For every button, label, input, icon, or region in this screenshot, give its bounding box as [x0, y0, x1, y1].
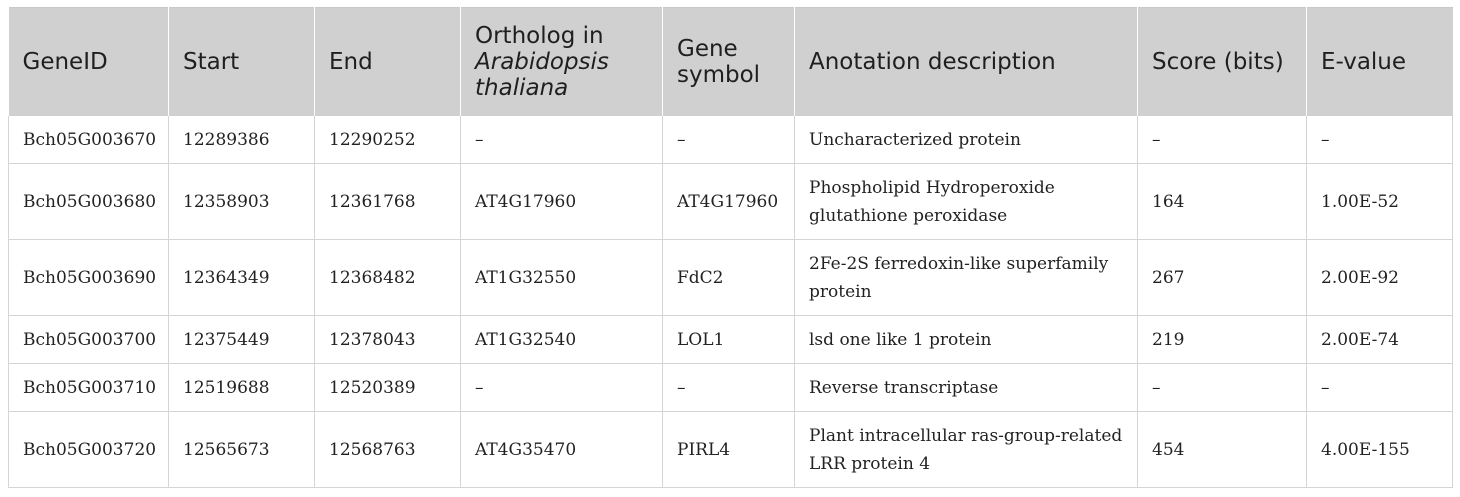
cell-score: 164 [1138, 164, 1307, 240]
cell-start: 12565673 [169, 412, 315, 488]
cell-evalue: – [1307, 116, 1453, 164]
cell-score: 267 [1138, 240, 1307, 316]
cell-end: 12378043 [315, 316, 461, 364]
header-row [9, 8, 1453, 117]
header-gene-id: GeneID [9, 8, 169, 117]
cell-gene-id: Bch05G003670 [9, 116, 169, 164]
cell-end: 12361768 [315, 164, 461, 240]
header-evalue: E-value [1307, 8, 1453, 117]
cell-ortholog: – [461, 116, 663, 164]
cell-symbol: – [663, 116, 795, 164]
cell-score: 454 [1138, 412, 1307, 488]
cell-ortholog: AT1G32550 [461, 240, 663, 316]
cell-end: 12520389 [315, 364, 461, 412]
cell-gene-id: Bch05G003710 [9, 364, 169, 412]
header-annotation: Anotation description [795, 8, 1138, 117]
cell-evalue: 2.00E-92 [1307, 240, 1453, 316]
cell-evalue: 2.00E-74 [1307, 316, 1453, 364]
cell-symbol: – [663, 364, 795, 412]
cell-start: 12358903 [169, 164, 315, 240]
table-row [9, 412, 1453, 488]
header-start: Start [169, 8, 315, 117]
cell-evalue: 4.00E-155 [1307, 412, 1453, 488]
table-row [9, 364, 1453, 412]
cell-score: 219 [1138, 316, 1307, 364]
cell-gene-id: Bch05G003720 [9, 412, 169, 488]
table-row [9, 116, 1453, 164]
cell-end: 12568763 [315, 412, 461, 488]
table-row [9, 164, 1453, 240]
cell-annotation: Plant intracellular ras-group-related LRR protein 4 [795, 412, 1138, 488]
cell-symbol: FdC2 [663, 240, 795, 316]
header-gene-symbol: Gene symbol [663, 8, 795, 117]
cell-annotation: lsd one like 1 protein [795, 316, 1138, 364]
cell-gene-id: Bch05G003690 [9, 240, 169, 316]
header-end: End [315, 8, 461, 117]
cell-ortholog: – [461, 364, 663, 412]
cell-start: 12289386 [169, 116, 315, 164]
cell-gene-id: Bch05G003700 [9, 316, 169, 364]
header-ortholog-species: Arabidopsis thaliana [475, 49, 609, 101]
cell-annotation: 2Fe-2S ferredoxin-like superfamily protein [795, 240, 1138, 316]
cell-gene-id: Bch05G003680 [9, 164, 169, 240]
cell-annotation: Reverse transcriptase [795, 364, 1138, 412]
cell-score: – [1138, 116, 1307, 164]
cell-start: 12375449 [169, 316, 315, 364]
cell-end: 12368482 [315, 240, 461, 316]
cell-annotation: Uncharacterized protein [795, 116, 1138, 164]
table-row [9, 316, 1453, 364]
cell-annotation: Phospholipid Hydroperoxide glutathione peroxidase [795, 164, 1138, 240]
gene-table [8, 7, 1453, 488]
cell-evalue: 1.00E-52 [1307, 164, 1453, 240]
cell-symbol: LOL1 [663, 316, 795, 364]
header-ortholog [461, 8, 663, 117]
cell-ortholog: AT4G17960 [461, 164, 663, 240]
cell-symbol: AT4G17960 [663, 164, 795, 240]
cell-symbol: PIRL4 [663, 412, 795, 488]
header-ortholog-label: Ortholog in [475, 23, 604, 49]
cell-start: 12364349 [169, 240, 315, 316]
cell-ortholog: AT1G32540 [461, 316, 663, 364]
table-row [9, 240, 1453, 316]
cell-score: – [1138, 364, 1307, 412]
header-score: Score (bits) [1138, 8, 1307, 117]
cell-ortholog: AT4G35470 [461, 412, 663, 488]
cell-end: 12290252 [315, 116, 461, 164]
cell-evalue: – [1307, 364, 1453, 412]
cell-start: 12519688 [169, 364, 315, 412]
